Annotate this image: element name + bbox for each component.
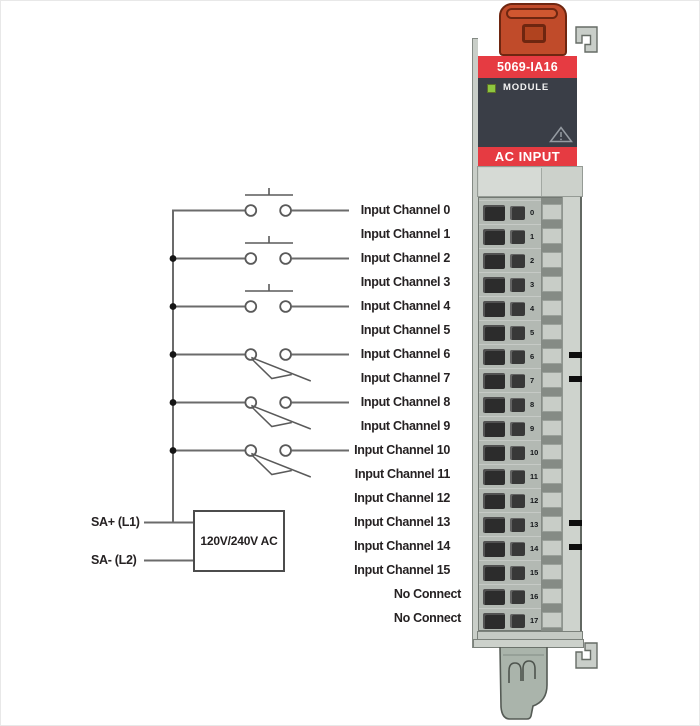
sa-minus-label: SA- (L2) xyxy=(91,553,137,567)
terminal-divider-tab xyxy=(542,540,562,556)
terminal-divider-tab xyxy=(542,588,562,604)
terminal-row xyxy=(479,344,541,368)
terminal-divider-tab xyxy=(542,276,562,292)
channel-label-10: Input Channel 10 xyxy=(354,443,450,457)
terminal-number: 13 xyxy=(530,519,539,529)
terminal-screw-hole xyxy=(510,494,525,508)
top-mounting-hook-icon xyxy=(575,26,598,54)
terminal-wire-hole xyxy=(483,253,505,269)
terminal-row xyxy=(479,512,541,536)
terminal-divider-tab xyxy=(542,348,562,364)
terminal-row xyxy=(479,608,541,632)
channel-label-15: Input Channel 15 xyxy=(354,563,450,577)
terminal-divider-tab xyxy=(542,444,562,460)
terminal-number: 17 xyxy=(530,615,539,625)
module-status-led xyxy=(487,84,496,93)
terminal-divider-tab xyxy=(542,204,562,220)
terminal-row xyxy=(479,416,541,440)
terminal-divider-tab xyxy=(542,564,562,580)
rtb-tab-slot xyxy=(522,24,546,43)
terminal-number: 15 xyxy=(530,567,539,577)
terminal-tab-strip xyxy=(541,198,563,632)
terminal-screw-hole xyxy=(510,518,525,532)
channel-label-13: Input Channel 13 xyxy=(354,515,450,529)
terminal-row xyxy=(479,368,541,392)
rtb-shoulder xyxy=(477,166,583,197)
terminal-wire-hole xyxy=(483,205,505,221)
ac-source-label: 120V/240V AC xyxy=(200,534,278,548)
rail-keying-mark xyxy=(569,376,582,382)
terminal-row xyxy=(479,320,541,344)
terminal-number: 4 xyxy=(530,303,535,313)
terminal-wire-hole xyxy=(483,445,505,461)
status-panel xyxy=(478,78,577,147)
terminal-wire-hole xyxy=(483,565,505,581)
warning-triangle-icon xyxy=(549,126,573,143)
terminal-divider-tab xyxy=(542,324,562,340)
module-type-label: AC INPUT xyxy=(494,149,561,164)
terminal-row xyxy=(479,224,541,248)
terminal-divider-tab xyxy=(542,516,562,532)
terminal-wire-hole xyxy=(483,349,505,365)
terminal-screw-hole xyxy=(510,206,525,220)
channel-label-0: Input Channel 0 xyxy=(360,203,450,217)
terminal-number: 7 xyxy=(530,375,535,385)
channel-label-1: Input Channel 1 xyxy=(360,227,450,241)
bottom-mounting-hook-icon xyxy=(575,641,598,669)
terminal-screw-hole xyxy=(510,350,525,364)
terminal-wire-hole xyxy=(483,541,505,557)
channel-label-12: Input Channel 12 xyxy=(354,491,450,505)
terminal-divider-tab xyxy=(542,372,562,388)
channel-label-16: No Connect xyxy=(393,587,461,601)
channel-label-8: Input Channel 8 xyxy=(360,395,450,409)
channel-label-17: No Connect xyxy=(393,611,461,625)
channel-label-9: Input Channel 9 xyxy=(360,419,450,433)
terminal-screw-hole xyxy=(510,326,525,340)
terminal-number: 10 xyxy=(530,447,539,457)
terminal-screw-hole xyxy=(510,446,525,460)
terminal-divider-tab xyxy=(542,300,562,316)
terminal-row xyxy=(479,536,541,560)
terminal-row xyxy=(479,272,541,296)
terminal-screw-hole xyxy=(510,566,525,580)
terminal-wire-hole xyxy=(483,229,505,245)
rtb-tab-lip xyxy=(506,8,558,19)
terminal-row xyxy=(479,440,541,464)
terminal-row xyxy=(479,200,541,224)
terminal-number: 16 xyxy=(530,591,539,601)
terminal-row xyxy=(479,248,541,272)
terminal-number: 5 xyxy=(530,327,535,337)
terminal-screw-hole xyxy=(510,422,525,436)
module-led-label: MODULE xyxy=(503,82,549,93)
terminal-number: 0 xyxy=(530,207,535,217)
channel-label-7: Input Channel 7 xyxy=(360,371,450,385)
terminal-divider-tab xyxy=(542,228,562,244)
terminal-row xyxy=(479,488,541,512)
terminal-number: 12 xyxy=(530,495,539,505)
channel-label-6: Input Channel 6 xyxy=(360,347,450,361)
terminal-screw-hole xyxy=(510,254,525,268)
terminal-screw-hole xyxy=(510,614,525,628)
terminal-wire-hole xyxy=(483,589,505,605)
terminal-screw-hole xyxy=(510,278,525,292)
terminal-number: 1 xyxy=(530,231,535,241)
terminal-screw-hole xyxy=(510,230,525,244)
din-rail-latch xyxy=(497,647,550,720)
terminal-wire-hole xyxy=(483,469,505,485)
channel-label-5: Input Channel 5 xyxy=(360,323,450,337)
module-type-band xyxy=(478,147,577,166)
sa-plus-label: SA+ (L1) xyxy=(91,515,140,529)
terminal-screw-hole xyxy=(510,374,525,388)
terminal-number: 9 xyxy=(530,423,535,433)
terminal-wire-hole xyxy=(483,421,505,437)
rtb-locking-tab xyxy=(499,3,567,56)
terminal-divider-tab xyxy=(542,396,562,412)
terminal-number: 11 xyxy=(530,471,538,481)
terminal-row xyxy=(479,464,541,488)
terminal-wire-hole xyxy=(483,397,505,413)
terminal-divider-tab xyxy=(542,468,562,484)
terminal-divider-tab xyxy=(542,612,562,628)
terminal-screw-hole xyxy=(510,302,525,316)
terminal-wire-hole xyxy=(483,517,505,533)
channel-label-3: Input Channel 3 xyxy=(360,275,450,289)
terminal-number: 14 xyxy=(530,543,539,553)
terminal-number: 6 xyxy=(530,351,535,361)
rail-keying-mark xyxy=(569,352,582,358)
module-side-rail xyxy=(562,197,582,648)
terminal-number: 2 xyxy=(530,255,535,265)
terminal-wire-hole xyxy=(483,613,505,629)
channel-label-2: Input Channel 2 xyxy=(360,251,450,265)
rail-keying-mark xyxy=(569,544,582,550)
terminal-row xyxy=(479,296,541,320)
terminal-row xyxy=(479,560,541,584)
rail-keying-mark xyxy=(569,520,582,526)
terminal-screw-hole xyxy=(510,398,525,412)
rtb-shoulder-block xyxy=(479,168,542,196)
terminal-screw-hole xyxy=(510,590,525,604)
terminal-divider-tab xyxy=(542,420,562,436)
terminal-wire-hole xyxy=(483,493,505,509)
terminal-number: 3 xyxy=(530,279,535,289)
channel-label-14: Input Channel 14 xyxy=(354,539,450,553)
channel-label-4: Input Channel 4 xyxy=(360,299,450,313)
terminal-divider-tab xyxy=(542,492,562,508)
catalog-number: 5069-IA16 xyxy=(496,60,559,74)
terminal-wire-hole xyxy=(483,277,505,293)
terminal-wire-hole xyxy=(483,373,505,389)
terminal-row xyxy=(479,392,541,416)
terminal-screw-hole xyxy=(510,542,525,556)
terminal-block xyxy=(478,197,562,631)
catalog-number-band xyxy=(478,56,577,78)
terminal-divider-tab xyxy=(542,252,562,268)
terminal-wire-hole xyxy=(483,325,505,341)
terminal-row xyxy=(479,584,541,608)
terminal-number: 8 xyxy=(530,399,535,409)
terminal-screw-hole xyxy=(510,470,525,484)
channel-label-11: Input Channel 11 xyxy=(354,467,450,481)
terminal-wire-hole xyxy=(483,301,505,317)
